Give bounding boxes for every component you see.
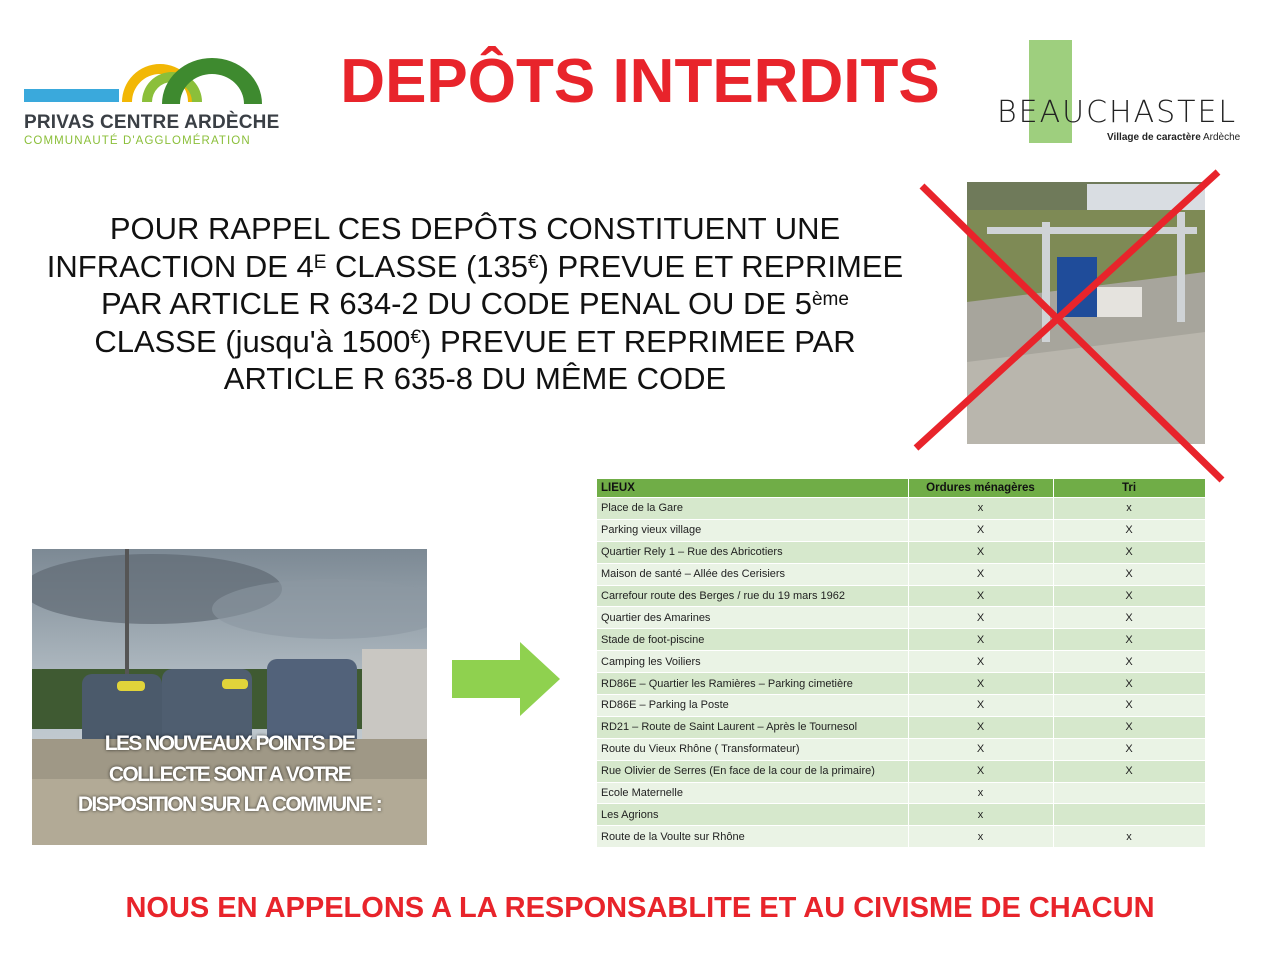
rappel-line-4 <box>30 323 920 361</box>
cell-tri: X <box>1053 695 1205 717</box>
cell-tri: X <box>1053 563 1205 585</box>
cell-tri: X <box>1053 541 1205 563</box>
red-cross-icon <box>910 168 1230 488</box>
beauchastel-logo <box>995 40 1255 150</box>
table-row <box>597 498 1205 520</box>
table-row <box>597 541 1205 563</box>
cell-lieu: Camping les Voiliers <box>597 651 908 673</box>
rappel-line-3 <box>30 285 920 323</box>
rappel-line-5: ARTICLE R 635-8 DU MÊME CODE <box>223 361 727 396</box>
header-ordures: Ordures ménagères <box>908 479 1053 498</box>
cell-tri: x <box>1053 498 1205 520</box>
cell-ordures: X <box>908 607 1053 629</box>
page-title: DEPÔTS INTERDITS <box>340 47 940 116</box>
cell-tri: X <box>1053 651 1205 673</box>
cell-tri <box>1053 804 1205 826</box>
table-row <box>597 826 1205 847</box>
table-row <box>597 782 1205 804</box>
cell-ordures: X <box>908 651 1053 673</box>
cell-tri: X <box>1053 519 1205 541</box>
cell-lieu: Route de la Voulte sur Rhône <box>597 826 908 847</box>
table-row <box>597 804 1205 826</box>
cell-lieu: Stade de foot-piscine <box>597 629 908 651</box>
rappel-sup-eme: ème <box>811 289 849 310</box>
rappel-line-2c: ) PREVUE ET REPRIMEE <box>538 248 904 284</box>
cell-ordures: X <box>908 519 1053 541</box>
cell-lieu: RD86E – Parking la Poste <box>597 695 908 717</box>
logo-left-line2: COMMUNAUTÉ D'AGGLOMÉRATION <box>24 135 251 147</box>
cell-lieu: Quartier des Amarines <box>597 607 908 629</box>
table-row <box>597 585 1205 607</box>
caption-line-1: LES NOUVEAUX POINTS DE <box>104 732 355 755</box>
rappel-line-4a: CLASSE (jusqu'à 1500 <box>94 323 411 359</box>
cell-tri: x <box>1053 826 1205 847</box>
caption-line-3: DISPOSITION SUR LA COMMUNE : <box>77 793 382 816</box>
cell-tri: X <box>1053 585 1205 607</box>
cell-lieu: Ecole Maternelle <box>597 782 908 804</box>
logo-right-tagline <box>1107 132 1240 143</box>
cell-tri: X <box>1053 760 1205 782</box>
rappel-paragraph <box>30 210 920 398</box>
cell-ordures: X <box>908 585 1053 607</box>
rappel-sup-euro-2: € <box>410 326 422 348</box>
table-row <box>597 629 1205 651</box>
cell-lieu: Les Agrions <box>597 804 908 826</box>
cell-lieu: RD86E – Quartier les Ramières – Parking cimetière <box>597 673 908 695</box>
logo-arches-icon <box>22 44 272 114</box>
cell-ordures: x <box>908 782 1053 804</box>
cell-tri: X <box>1053 738 1205 760</box>
cell-tri: X <box>1053 629 1205 651</box>
cell-lieu: Quartier Rely 1 – Rue des Abricotiers <box>597 541 908 563</box>
cell-ordures: X <box>908 695 1053 717</box>
header-tri: Tri <box>1053 479 1205 498</box>
table-row <box>597 673 1205 695</box>
cell-ordures: X <box>908 541 1053 563</box>
forbidden-dump-photo <box>910 168 1230 488</box>
table-row <box>597 738 1205 760</box>
rappel-line-4b: ) PREVUE ET REPRIMEE PAR <box>421 323 856 359</box>
cell-lieu: Route du Vieux Rhône ( Transformateur) <box>597 738 908 760</box>
collection-point-photo <box>32 549 427 845</box>
green-arrow-icon <box>450 640 562 718</box>
rappel-line-1: POUR RAPPEL CES DEPÔTS CONSTITUENT UNE <box>109 211 841 246</box>
table-header-row <box>597 479 1205 498</box>
table-row <box>597 563 1205 585</box>
rappel-sup-e: E <box>313 251 327 273</box>
privas-logo <box>22 44 280 154</box>
table-row <box>597 716 1205 738</box>
cell-lieu: Rue Olivier de Serres (En face de la cour de la primaire) <box>597 760 908 782</box>
cell-lieu: Carrefour route des Berges / rue du 19 mars 1962 <box>597 585 908 607</box>
cell-ordures: X <box>908 629 1053 651</box>
cell-tri <box>1053 782 1205 804</box>
cell-ordures: x <box>908 804 1053 826</box>
rappel-line-3a: PAR ARTICLE R 634-2 DU CODE PENAL OU DE 5 <box>101 286 812 321</box>
rappel-sup-euro: € <box>528 251 539 273</box>
table-row <box>597 651 1205 673</box>
rappel-line-2b: CLASSE (135 <box>326 248 529 284</box>
cell-ordures: X <box>908 673 1053 695</box>
logo-left-line1: PRIVAS CENTRE ARDÈCHE <box>24 112 280 133</box>
collection-points-table <box>597 479 1205 847</box>
logo-right-name: BEAUCHASTEL <box>997 95 1238 130</box>
cell-ordures: x <box>908 498 1053 520</box>
cell-ordures: X <box>908 563 1053 585</box>
cell-tri: X <box>1053 607 1205 629</box>
table-row <box>597 695 1205 717</box>
table-row <box>597 607 1205 629</box>
header-lieux: LIEUX <box>597 479 908 498</box>
cell-lieu: Parking vieux village <box>597 519 908 541</box>
table-row <box>597 519 1205 541</box>
cell-lieu: RD21 – Route de Saint Laurent – Après le Tournesol <box>597 716 908 738</box>
logo-right-tagline-bold: Village de caractère <box>1107 132 1201 143</box>
cell-ordures: X <box>908 760 1053 782</box>
footer-message: NOUS EN APPELONS A LA RESPONSABLITE ET AU CIVISME DE CHACUN <box>125 892 1155 924</box>
cell-ordures: x <box>908 826 1053 847</box>
rappel-line-2 <box>30 248 920 286</box>
rappel-line-2a: INFRACTION DE 4 <box>46 248 314 284</box>
cell-ordures: X <box>908 716 1053 738</box>
cell-lieu: Place de la Gare <box>597 498 908 520</box>
cell-tri: X <box>1053 673 1205 695</box>
collection-caption <box>32 729 427 821</box>
table-row <box>597 760 1205 782</box>
caption-line-2: COLLECTE SONT A VOTRE <box>108 762 351 786</box>
cell-ordures: X <box>908 738 1053 760</box>
cell-lieu: Maison de santé – Allée des Cerisiers <box>597 563 908 585</box>
logo-right-tagline-rest: Ardèche <box>1203 132 1241 143</box>
cell-tri: X <box>1053 716 1205 738</box>
